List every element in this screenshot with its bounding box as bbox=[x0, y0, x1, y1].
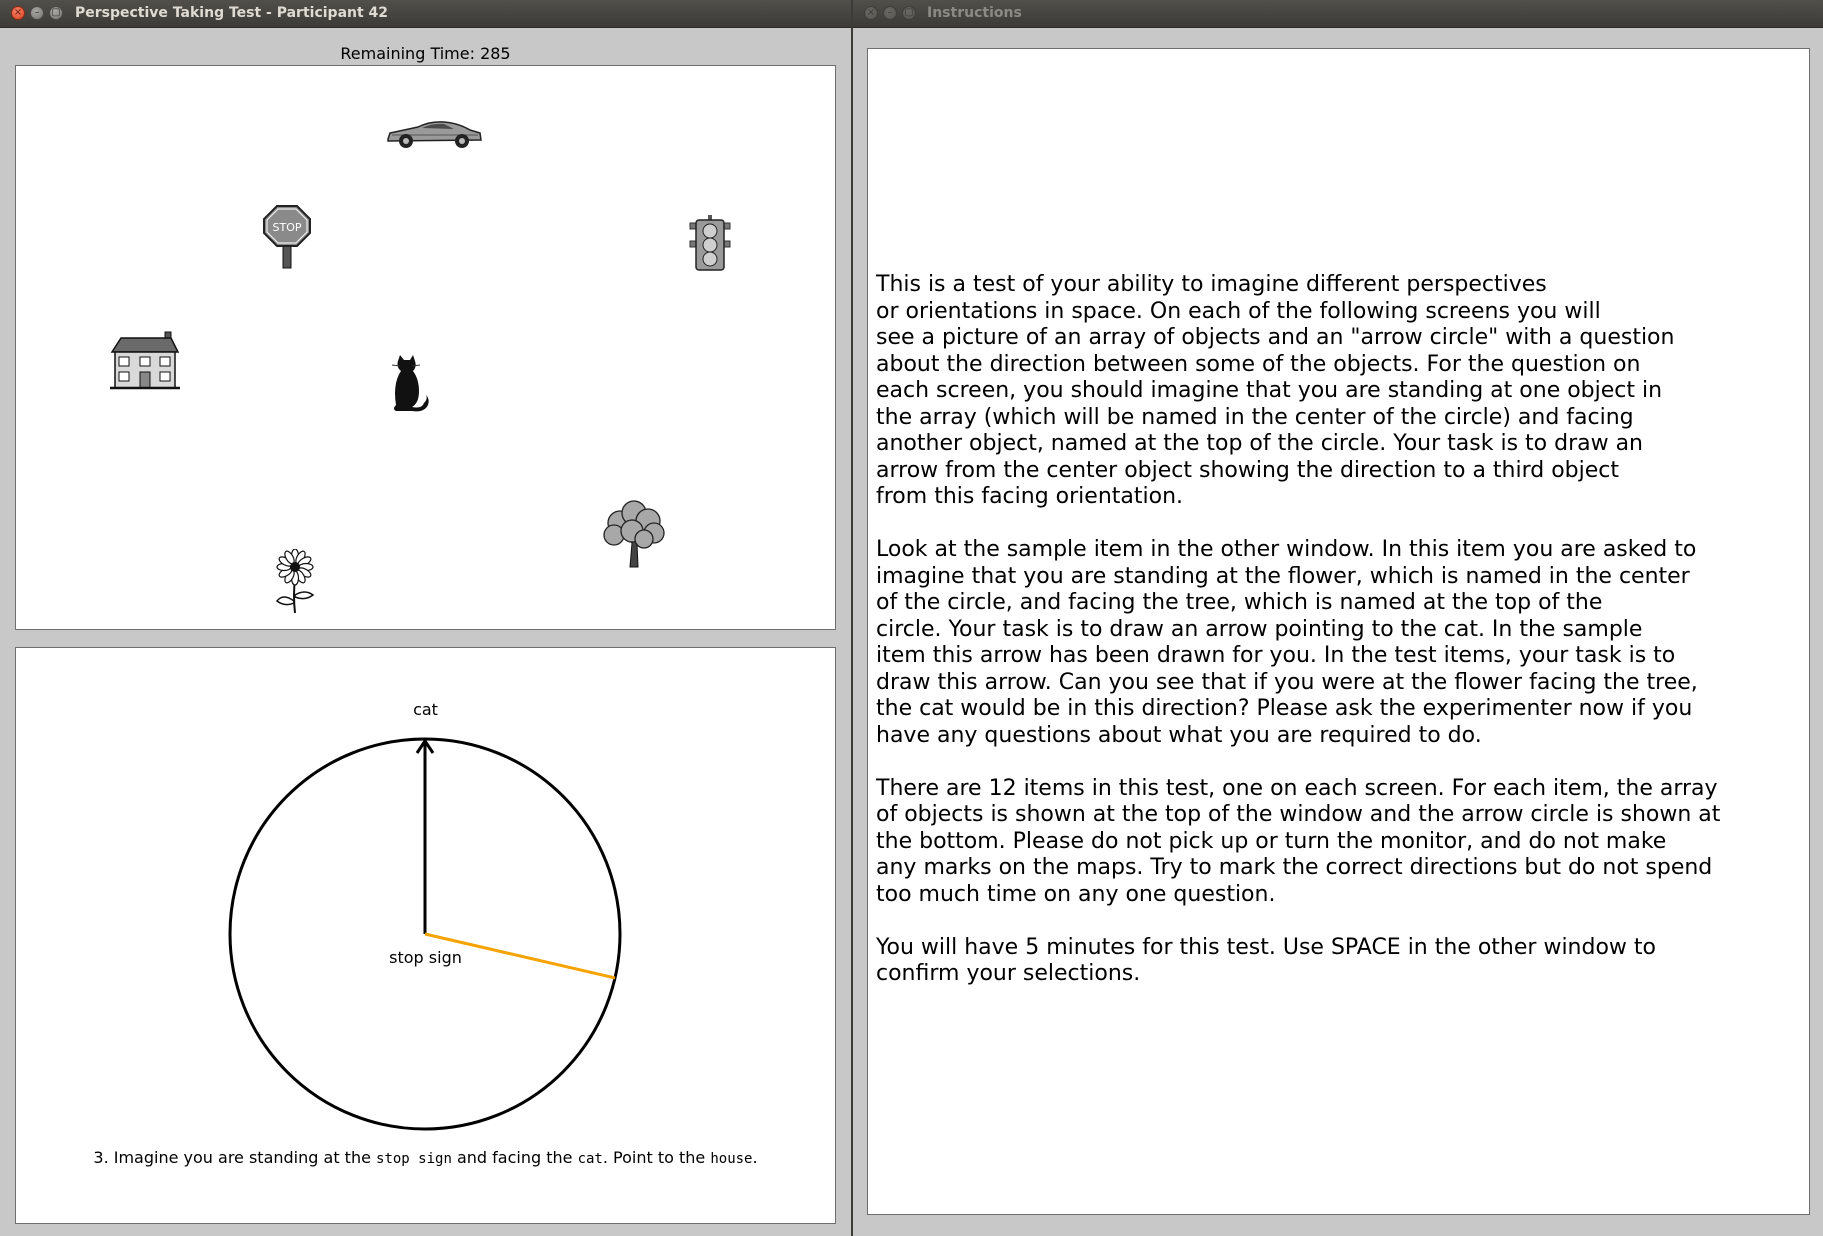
question-facing: cat bbox=[577, 1151, 603, 1167]
instructions-text bbox=[876, 272, 1801, 1014]
instructions-window-title: Instructions bbox=[927, 5, 1022, 21]
minimize-icon[interactable]: – bbox=[883, 6, 897, 20]
question-text bbox=[16, 1148, 835, 1167]
question-standing-at: stop sign bbox=[376, 1151, 452, 1167]
remaining-time: Remaining Time: 285 bbox=[340, 44, 511, 63]
instructions-paragraph-1: This is a test of your ability to imagine different perspectives or orientations in space. On each of the following screens you will see a picture of an array of objects and an "arrow circle" with a question about the direction between some of the objects. For the question on each screen, you should imagine that you are standing at one object in the array (which will be named in the center of the circle) and facing another object, named at the top of the circle. Your task is to draw an arrow from the center object showing the direction to a third object from this facing orientation. bbox=[876, 272, 1675, 509]
close-icon[interactable]: × bbox=[864, 6, 878, 20]
question-target: house bbox=[710, 1151, 753, 1167]
question-suffix: . bbox=[752, 1148, 758, 1167]
instructions-window-titlebar[interactable] bbox=[853, 0, 1823, 28]
close-icon[interactable]: × bbox=[11, 6, 25, 20]
question-middle2: . Point to the bbox=[602, 1148, 711, 1167]
stop-sign-text: STOP bbox=[272, 221, 302, 234]
cat-icon bbox=[386, 353, 430, 415]
arrow-circle-panel[interactable] bbox=[15, 647, 836, 1224]
maximize-icon[interactable]: ▢ bbox=[49, 6, 63, 20]
question-prefix: 3. Imagine you are standing at the bbox=[93, 1148, 377, 1167]
tree-icon bbox=[602, 499, 666, 569]
instructions-paragraph-4: You will have 5 minutes for this test. Use SPACE in the other window to confirm your selections. bbox=[876, 934, 1656, 986]
flower-icon bbox=[273, 549, 317, 615]
facing-object-label: cat bbox=[413, 700, 438, 719]
object-array-map bbox=[15, 65, 836, 630]
house-icon bbox=[109, 330, 181, 392]
instructions-paragraph-2: Look at the sample item in the other window. In this item you are asked to imagine that you are standing at the flower, which is named in the center of the circle, and facing the tree, which is named at the top of the circle. Your task is to draw an arrow pointing to the cat. In the sample item this arrow has been drawn for you. In the test items, your task is to draw this arrow. Can you see that if you were at the flower facing the tree, the cat would be in this direction? Please ask the experimenter now if you have any questions about what you are required to do. bbox=[876, 537, 1698, 748]
minimize-icon[interactable]: – bbox=[30, 6, 44, 20]
standing-object-label: stop sign bbox=[389, 948, 462, 967]
test-window-titlebar[interactable] bbox=[0, 0, 851, 28]
maximize-icon[interactable]: ▢ bbox=[902, 6, 916, 20]
test-window-title: Perspective Taking Test - Participant 42 bbox=[75, 5, 389, 21]
stop-sign-icon bbox=[262, 204, 312, 270]
question-middle: and facing the bbox=[451, 1148, 578, 1167]
traffic-light-icon bbox=[688, 215, 732, 273]
arrow-circle[interactable] bbox=[16, 648, 835, 1223]
instructions-panel bbox=[867, 48, 1810, 1215]
car-icon bbox=[384, 117, 484, 153]
test-window bbox=[0, 0, 851, 1236]
instructions-window bbox=[853, 0, 1823, 1236]
instructions-paragraph-3: There are 12 items in this test, one on each screen. For each item, the array of objects is shown at the top of the window and the arrow circle is shown at the bottom. Please do not pick up or turn the monitor, and do not make any marks on the maps. Try to mark the correct directions but do not spend too much time on any one question. bbox=[876, 775, 1721, 907]
